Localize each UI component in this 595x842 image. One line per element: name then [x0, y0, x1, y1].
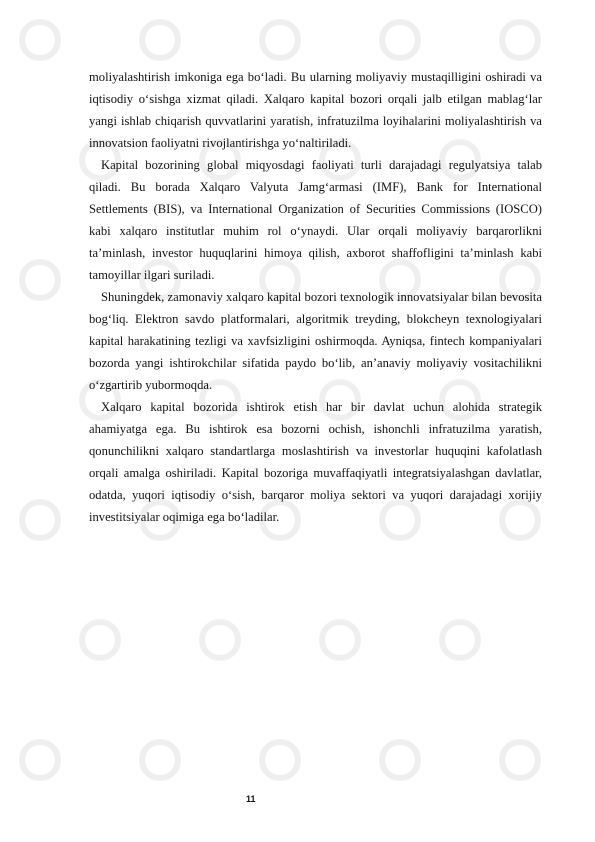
- paragraph-2: Kapital bozorining global miqyosdagi faoliyati turli darajadagi regulyatsiya talab qiladi. Bu borada Xalqaro Valyuta Jamg‘armasi (IMF), Bank for International Settlements (BIS), va International Organization of Securities Commissions (IOSCO) kabi xalqaro institutlar muhim rol o‘ynaydi. Ular orqali moliyaviy barqarorlikni ta’minlash, investor huquqlarini himoya qilish, axborot shaffofligini ta’minlash kabi tamoyillar ilgari suriladi.: [89, 158, 542, 282]
- paragraph-4: Xalqaro kapital bozorida ishtirok etish har bir davlat uchun alohida strategik ahamiyatga ega. Bu ishtirok esa bozorni ochish, ishonchli infratuzilma yaratish, qonunchilikni xalqaro standartlarga moslashtirish va investorlar huquqini kafolatlash orqali amalga oshiriladi. Kapital bozoriga muvaffaqiyatli integratsiyalashgan davlatlar, odatda, yuqori iqtisodiy o‘sish, barqaror moliya sektori va yuqori darajadagi xorijiy investitsiyalar oqimiga ega bo‘ladilar.: [89, 400, 542, 524]
- paragraph-1: moliyalashtirish imkoniga ega bo‘ladi. Bu ularning moliyaviy mustaqilligini oshiradi va iqtisodiy o‘sishga xizmat qiladi. Xalqaro kapital bozori orqali jalb etilgan mablag‘lar yangi ishlab chiqarish quvvatlarini yaratish, infratuzilma loyihalarini moliyalashtirish va innovatsion faoliyatni rivojlantirishga yo‘naltiriladi.: [89, 70, 542, 150]
- document-body: [89, 66, 542, 528]
- page-number: 11: [246, 794, 256, 804]
- paragraph-3: Shuningdek, zamonaviy xalqaro kapital bozori texnologik innovatsiyalar bilan bevosita bog‘liq. Elektron savdo platformalari, algoritmik treyding, blokcheyn texnologiyalari kapital harakatining tezligi va xavfsizligini oshirmoqda. Ayniqsa, fintech kompaniyalari bozorda yangi ishtirokchilar sifatida paydo bo‘lib, an’anaviy moliyaviy vositachilikni o‘zgartirib yubormoqda.: [89, 290, 542, 392]
